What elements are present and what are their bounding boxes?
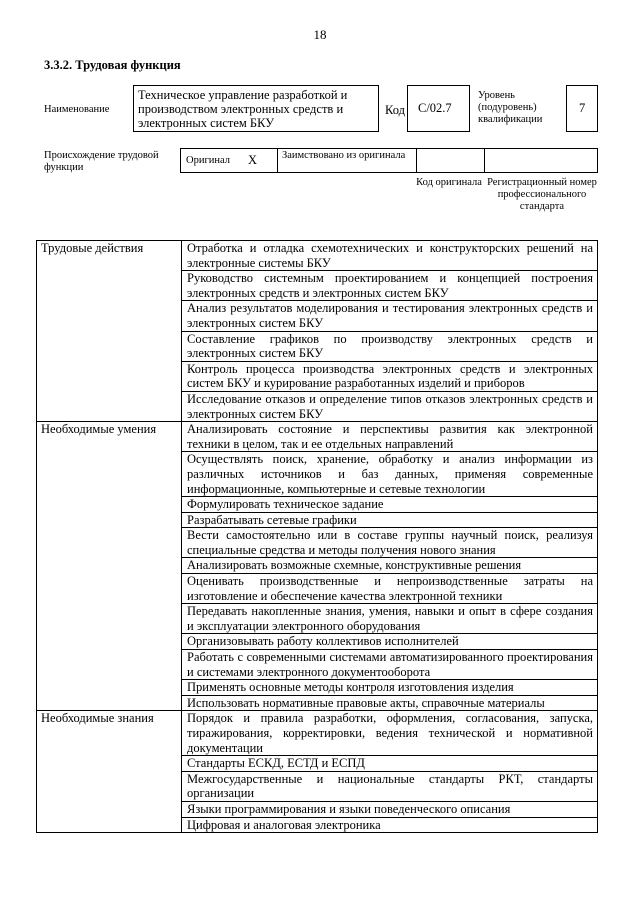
original-mark: X [248,153,258,167]
section-item: Оценивать производственные и непроизводственные затраты на изготовление и обеспечение качества электронной техники [182,574,598,604]
section-item: Организовывать работу коллективов исполнителей [182,634,598,650]
section-item: Анализировать состояние и перспективы развития как электронной техники в целом, так и ее отдельных направлений [182,422,598,452]
section-item: Исследование отказов и определение типов отказов электронных средств и электронных систем БКУ [182,391,598,421]
section-item: Вести самостоятельно или в составе группы научный поиск, реализуя специальные средства и методы получения нового знания [182,528,598,558]
origin-divider-2 [416,149,417,172]
section-item: Стандарты ЕСКД, ЕСТД и ЕСПД [182,756,598,772]
section-item: Анализ результатов моделирования и тестирования электронных средств и электронных систем БКУ [182,301,598,331]
name-label: Наименование [44,104,110,115]
code-label: Код [385,103,405,117]
level-value: 7 [579,101,586,115]
section-item: Порядок и правила разработки, оформления, согласования, запуска, тиражирования, корректировки, ведения технической и нормативной документации [182,711,598,756]
function-name-value: Техническое управление разработкой и производством электронных средств и электронных систем БКУ [138,88,348,130]
section-item: Работать с современными системами автоматизированного проектирования и системами электронного документооборота [182,650,598,680]
section-item: Межгосударственные и национальные стандарты РКТ, стандарты организации [182,771,598,801]
labor-function-table [36,240,598,833]
page-number: 18 [313,27,327,42]
section-item: Применять основные методы контроля изготовления изделия [182,680,598,696]
section-item: Использовать нормативные правовые акты, справочные материалы [182,695,598,711]
section-item: Руководство системным проектированием и концепцией построения электронных средств и электронных систем БКУ [182,271,598,301]
section-item: Передавать накопленные знания, умения, навыки и опыт в сфере создания и эксплуатации электронного оборудования [182,604,598,634]
section-item: Контроль процесса производства электронных средств и электронных систем БКУ и курирование разработанных изделий и приборов [182,361,598,391]
code-box [407,85,470,132]
origin-divider-3 [484,149,485,172]
registration-number-label: Регистрационный номер профессионального стандарта [487,177,597,212]
section-label: Необходимые умения [37,422,182,711]
section-item: Осуществлять поиск, хранение, обработку и анализ информации из различных источников и баз данных, применяя современные информационные, компьютерные и сетевые технологии [182,452,598,497]
table-row [37,711,598,756]
section-label: Трудовые действия [37,241,182,422]
section-item: Разрабатывать сетевые графики [182,512,598,528]
original-label: Оригинал [186,155,230,166]
section-item: Языки программирования и языки поведенческого описания [182,801,598,817]
section-item: Формулировать техническое задание [182,497,598,513]
table-row [37,241,598,271]
origin-divider-1 [277,149,278,172]
code-value: С/02.7 [418,101,452,115]
origin-box [180,148,598,173]
function-name-box [133,85,379,132]
section-item: Анализировать возможные схемные, конструктивные решения [182,558,598,574]
section-item: Цифровая и аналоговая электроника [182,817,598,833]
section-title: 3.3.2. Трудовая функция [44,58,181,72]
section-item: Отработка и отладка схемотехнических и конструкторских решений на электронные системы БКУ [182,241,598,271]
origin-label: Происхождение трудовой функции [44,150,159,173]
section-label: Необходимые знания [37,711,182,833]
level-box [566,85,598,132]
section-item: Составление графиков по производству электронных средств и электронных систем БКУ [182,331,598,361]
borrowed-label: Заимствовано из оригинала [282,150,406,161]
level-label: Уровень (подуровень) квалификации [478,90,543,125]
code-original-label: Код оригинала [416,177,482,188]
table-row [37,422,598,452]
